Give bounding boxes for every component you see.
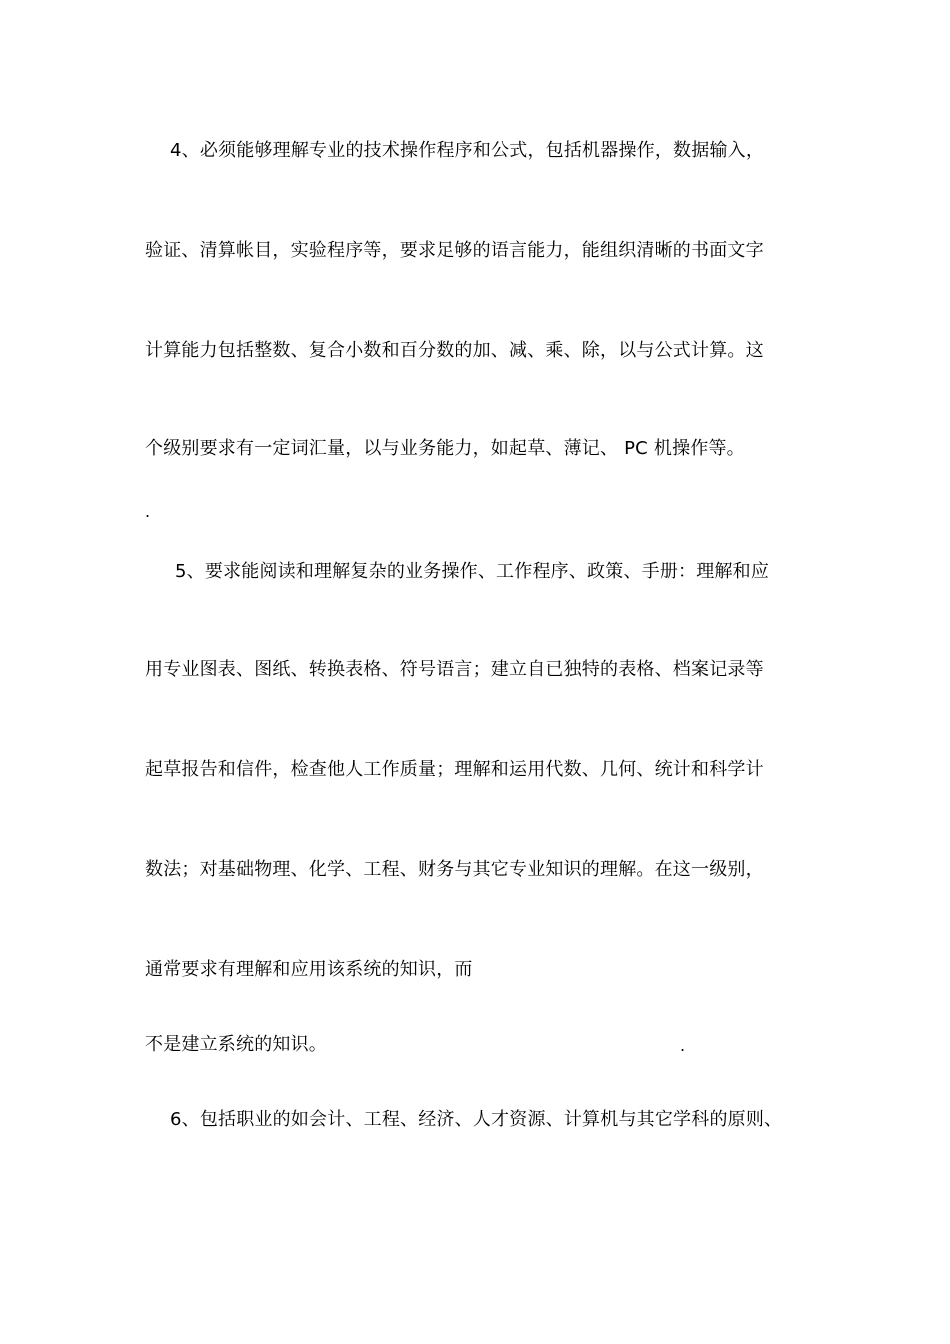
paragraph-4-line-4: 个级别要求有一定词汇量，以与业务能力，如起草、薄记、 PC 机操作等。: [145, 438, 745, 459]
paragraph-5-line-1: 5、要求能阅读和理解复杂的业务操作、工作程序、政策、手册：理解和应: [175, 561, 770, 582]
separator-dot: .: [145, 502, 151, 521]
paragraph-4-line-2: 验证、清算帐目，实验程序等，要求足够的语言能力，能组织清晰的书面文字: [145, 240, 764, 261]
paragraph-4-line-1: 4、必须能够理解专业的技术操作程序和公式，包括机器操作，数据输入，: [170, 140, 765, 161]
paragraph-4-line-3: 计算能力包括整数、复合小数和百分数的加、减、乘、除，以与公式计算。这: [145, 340, 764, 361]
separator-dot-2: .: [680, 1036, 686, 1055]
paragraph-5-line-2: 用专业图表、图纸、转换表格、符号语言；建立自已独特的表格、档案记录等: [145, 659, 764, 680]
paragraph-5-line-4: 数法；对基础物理、化学、工程、财务与其它专业知识的理解。在这一级别，: [145, 859, 764, 880]
paragraph-6-line-1: 6、包括职业的如会计、工程、经济、人才资源、计算机与其它学科的原则、: [170, 1109, 783, 1130]
paragraph-5-line-5: 通常要求有理解和应用该系统的知识，而: [145, 959, 473, 980]
paragraph-5-line-3: 起草报告和信件，检查他人工作质量；理解和运用代数、几何、统计和科学计: [145, 759, 764, 780]
paragraph-5-line-6: 不是建立系统的知识。: [145, 1034, 327, 1055]
